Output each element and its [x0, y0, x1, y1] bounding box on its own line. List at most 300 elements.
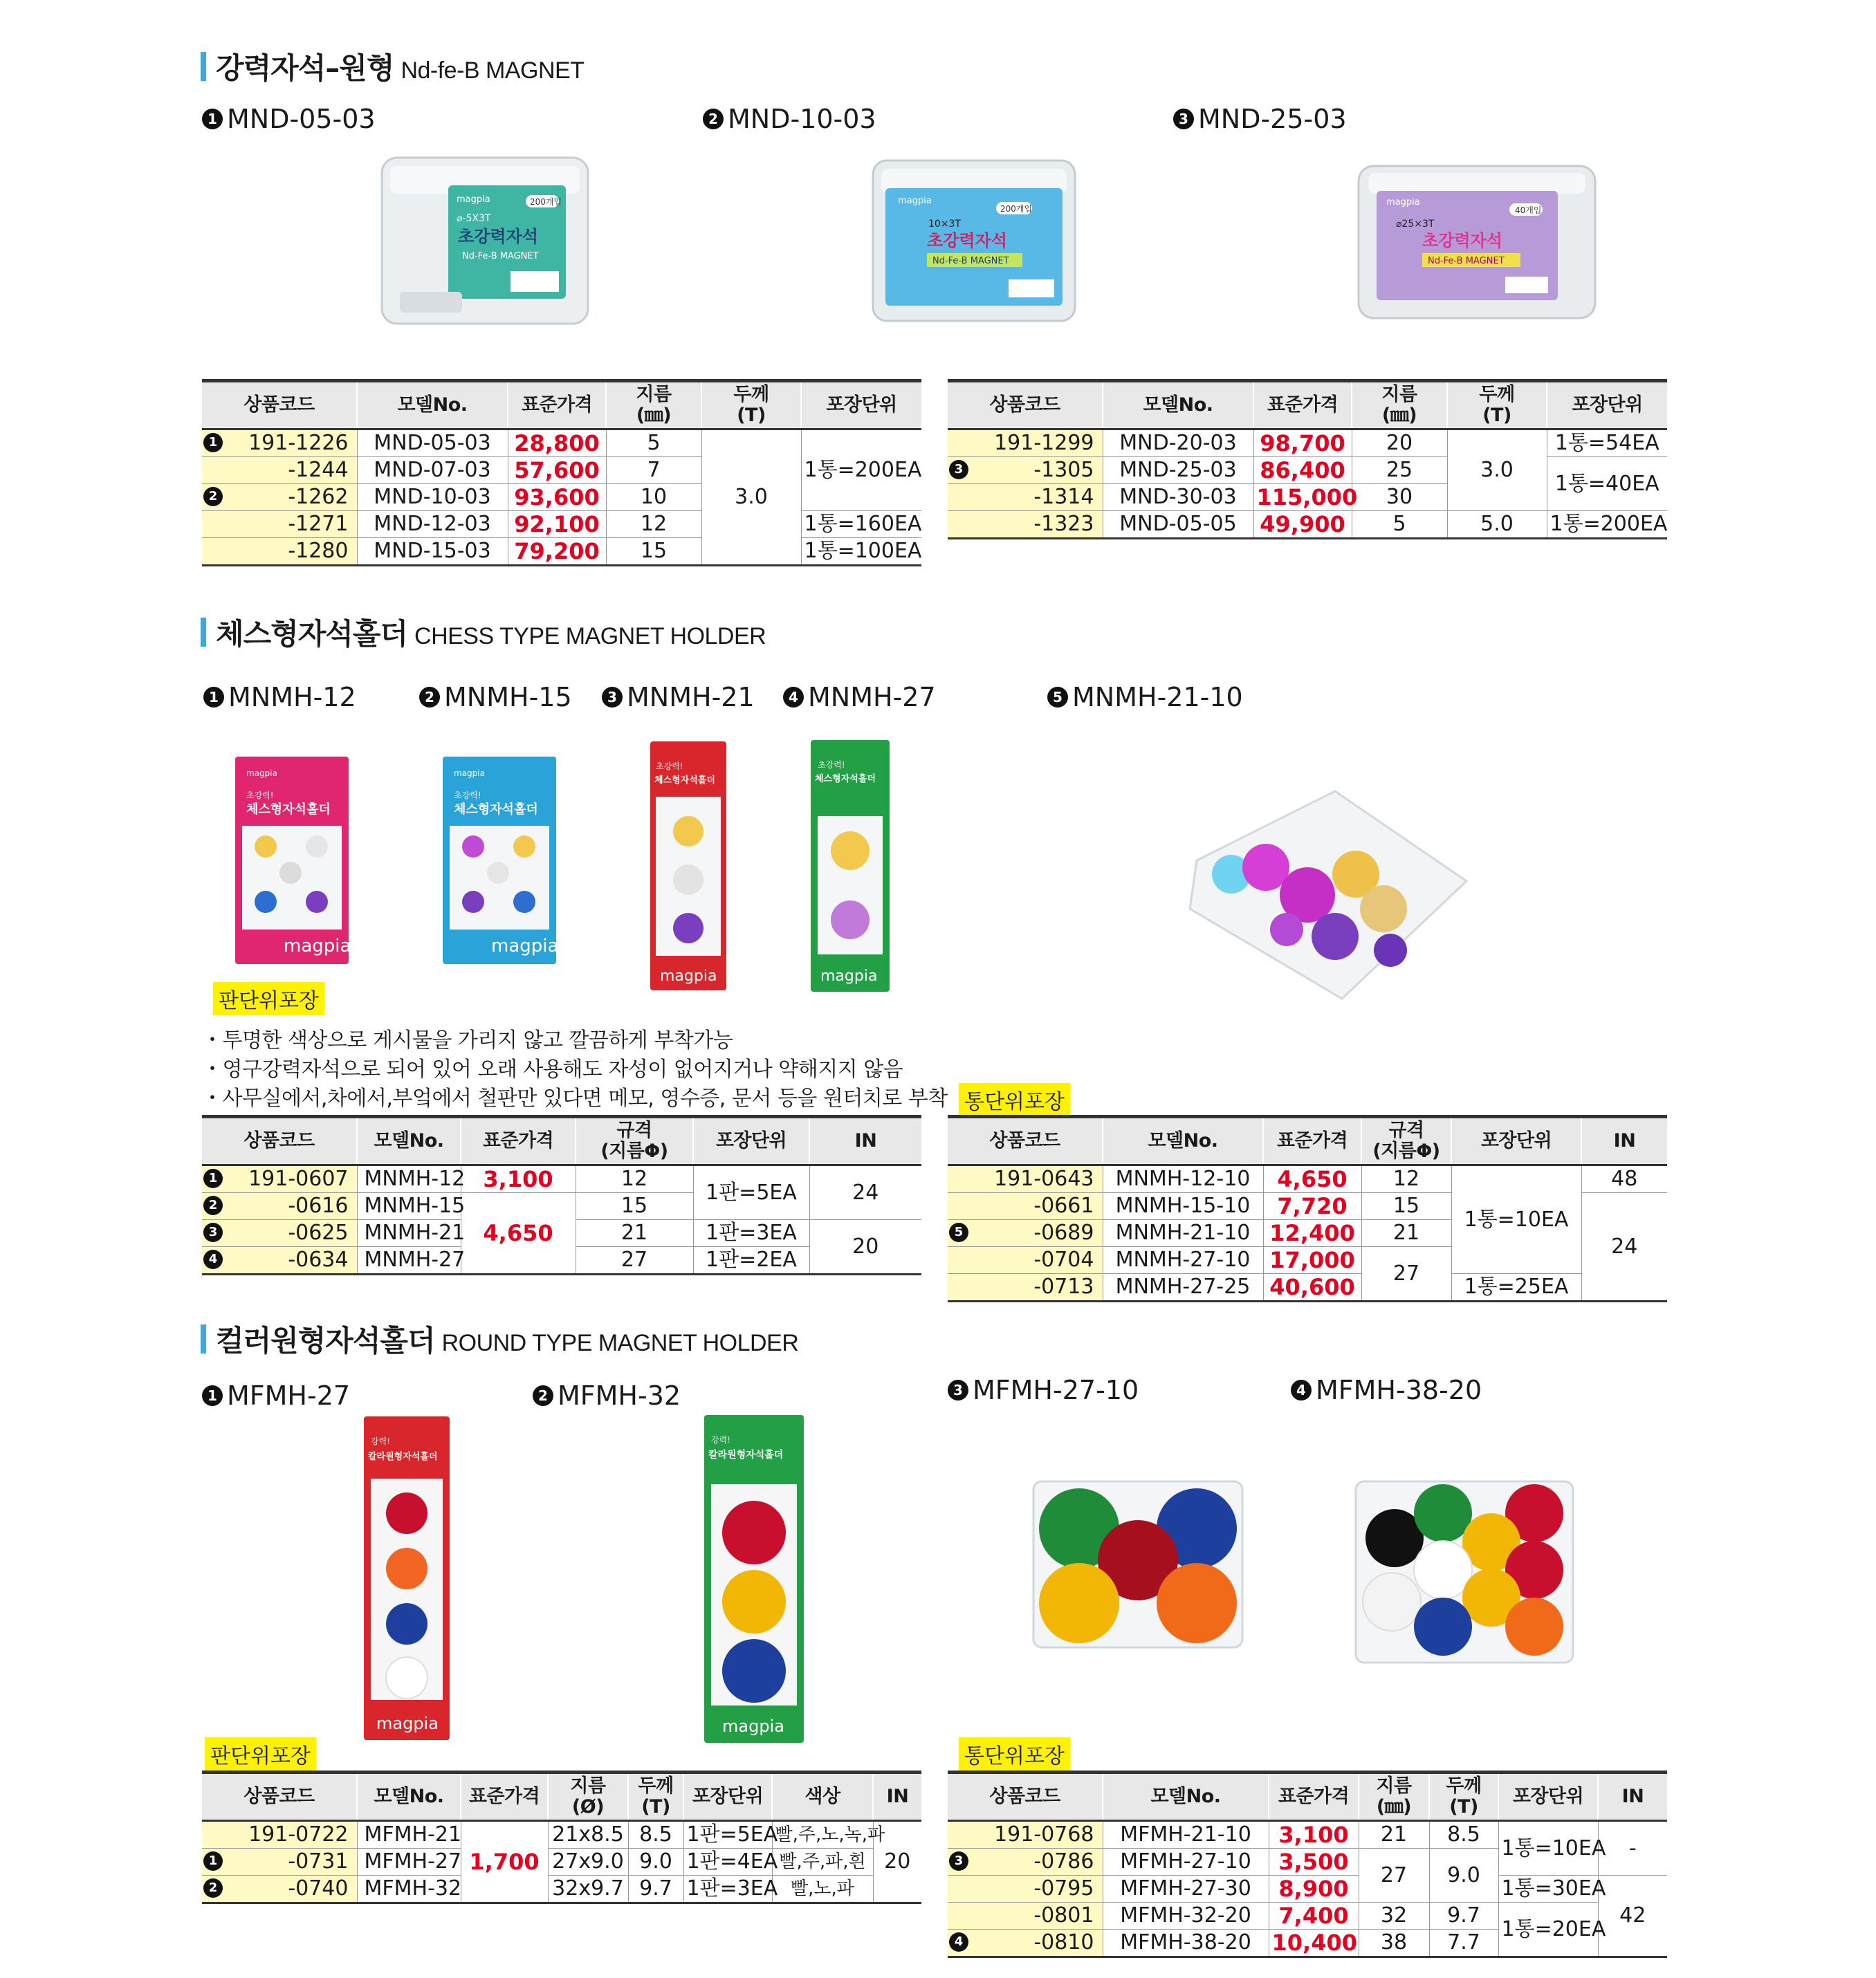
spec-table-neo-left	[202, 379, 921, 566]
text-value: 표준가격	[1263, 1117, 1361, 1165]
text-value: 191-0722	[202, 1821, 357, 1849]
table-cell	[202, 1193, 357, 1220]
text-value: 5	[949, 1223, 968, 1242]
text-value: 20	[809, 1220, 921, 1275]
box-size: 10×3T	[928, 219, 962, 230]
text-value: MND-05-05	[1103, 511, 1253, 539]
text-value: 25	[1352, 457, 1447, 484]
spec-table-chess-right	[948, 1115, 1667, 1302]
model-name: MND-10-03	[728, 104, 876, 134]
text-value: MFMH-32	[558, 1380, 681, 1411]
box-count: 200개입	[1000, 204, 1033, 214]
text-value: magpia	[246, 768, 277, 778]
text-value: 1통=25EA	[1451, 1274, 1581, 1302]
text-value: 10,400	[1269, 1930, 1359, 1957]
table-header-cell	[576, 1117, 693, 1165]
text-value: 1통=10EA	[1498, 1821, 1598, 1876]
table-row	[948, 1274, 1667, 1302]
text-value: MNMH-27	[808, 682, 936, 712]
text-value: 27	[1361, 1247, 1451, 1302]
table-cell	[202, 1876, 357, 1903]
text-value: 191-1299	[948, 429, 1103, 457]
number-badge: 2	[703, 109, 724, 129]
text-value: 1	[203, 1169, 223, 1188]
text-value: 모델No.	[357, 1773, 461, 1821]
text-value: (T)	[1482, 405, 1511, 426]
merged-pack: 1통=200EA	[801, 429, 921, 511]
text-value: 5	[1352, 511, 1447, 539]
text-value: 3,500	[1269, 1849, 1359, 1876]
header-model: 모델No.	[357, 381, 508, 429]
text-value: 빨,노,파	[772, 1876, 873, 1903]
text-value: 98,700	[1253, 429, 1352, 457]
text-value: 포장단위	[1498, 1773, 1598, 1821]
text-value: 3	[203, 1223, 223, 1242]
bullet-item: ・사무실에서,차에서,부엌에서 철판만 있다면 메모, 영수증, 문서 등을 원터치로 부착	[202, 1087, 948, 1111]
text-value: MFMH-21-10	[1103, 1821, 1269, 1849]
text-value: 57,600	[508, 457, 606, 484]
section-title-chess	[201, 611, 766, 653]
text-value: 9.0	[1429, 1849, 1498, 1903]
text-value: MND-12-03	[357, 511, 508, 538]
bullet-item: ・투명한 색상으로 게시물을 가리지 않고 깔끔하게 부착가능	[202, 1028, 733, 1053]
text-value: magpia	[454, 768, 485, 778]
text-value: 79,200	[508, 538, 606, 566]
text-value: -0810	[1033, 1930, 1094, 1954]
text-value: 21	[1359, 1821, 1429, 1849]
text-value: 9.7	[1429, 1903, 1498, 1930]
text-value: 모델No.	[1103, 381, 1253, 429]
text-value: 40,600	[1263, 1274, 1361, 1302]
text-value: magpia	[660, 968, 717, 985]
model-name: MND-25-03	[1198, 104, 1347, 134]
table-cell	[202, 429, 357, 457]
text-value: 10	[606, 484, 701, 511]
text-value: 1통=10EA	[1451, 1165, 1581, 1274]
feature-bullets	[202, 1026, 948, 1113]
box-title: 초강력자석	[458, 227, 538, 246]
text-value: magpia	[376, 1714, 439, 1733]
text-value: 48	[1581, 1165, 1667, 1193]
row-number-badge: 2	[203, 487, 223, 506]
text-value: MFMH-38-20	[1103, 1930, 1269, 1957]
product-label-2	[533, 1380, 681, 1411]
table-row	[202, 538, 921, 566]
table-row	[202, 1876, 921, 1903]
text-value: 12	[1361, 1165, 1451, 1193]
text-value: 1판=5EA	[683, 1821, 772, 1849]
text-value: 1판=5EA	[693, 1165, 809, 1220]
table-row	[948, 429, 1667, 457]
text-value: 12	[576, 1165, 693, 1193]
table-row	[202, 1821, 921, 1849]
text-value: 4	[949, 1932, 968, 1952]
header-thickness	[701, 381, 801, 429]
product-image-mnmh-12	[235, 757, 349, 964]
text-value: MND-20-03	[1103, 429, 1253, 457]
text-value: MND-25-03	[1103, 457, 1253, 484]
box-subtitle: Nd-Fe-B MAGNET	[462, 251, 539, 261]
text-value: 93,600	[508, 484, 606, 511]
text-value: 모델No.	[1103, 1117, 1263, 1165]
table-cell	[202, 1247, 357, 1275]
brand-text: magpia	[898, 196, 932, 206]
text-value: 1	[203, 687, 224, 708]
text-value: 2	[533, 1385, 553, 1406]
table-row	[202, 1165, 921, 1193]
table-cell	[202, 1165, 357, 1193]
text-value: 191-0607	[248, 1167, 349, 1191]
text-value: MNMH-27	[357, 1247, 461, 1275]
text-value: 191-1226	[248, 431, 349, 455]
text-value: 12,400	[1263, 1220, 1361, 1247]
text-value: 초강력!	[246, 791, 274, 800]
text-value: (㎜)	[636, 405, 672, 426]
text-value: (지름Φ)	[1372, 1140, 1440, 1162]
text-value: 9.7	[628, 1876, 683, 1903]
table-row	[948, 511, 1667, 539]
text-value: 체스형자석홀더	[454, 802, 538, 817]
table-row	[948, 1821, 1667, 1849]
product-image-mnd-25-03	[1356, 163, 1598, 321]
text-value: 5	[1047, 687, 1068, 708]
text-value: 지름	[570, 1775, 606, 1797]
text-value: (T)	[737, 405, 766, 426]
text-value: MNMH-27-25	[1103, 1274, 1263, 1302]
text-value: MNMH-12	[228, 682, 356, 712]
text-value: 5.0	[1447, 511, 1547, 539]
product-label-4	[783, 682, 936, 712]
text-value: 1,700	[461, 1821, 548, 1903]
text-value: IN	[873, 1773, 921, 1821]
title-accent-bar	[201, 1324, 206, 1353]
title-korean: 강력자석–원형	[216, 51, 394, 85]
title-english: Nd-fe-B MAGNET	[401, 57, 585, 84]
text-value: 규격	[1388, 1120, 1424, 1141]
product-label-5	[1047, 682, 1243, 712]
text-value: 115,000	[1253, 484, 1352, 511]
product-label-3	[948, 1375, 1139, 1405]
text-value: magpia	[491, 936, 559, 956]
text-value: 컬러원형자석홀더	[216, 1324, 435, 1358]
box-size: ⌀25×3T	[1396, 219, 1435, 230]
product-label-1	[202, 1380, 350, 1411]
text-value: 표준가격	[1253, 381, 1352, 429]
text-value: 15	[606, 538, 701, 566]
table-row	[202, 511, 921, 538]
text-value: 상품코드	[202, 1117, 357, 1165]
text-value: -1314	[948, 484, 1103, 511]
text-value: 21	[576, 1220, 693, 1247]
text-value: -0731	[288, 1849, 349, 1874]
table-header-cell	[628, 1773, 683, 1821]
text-value: 1판=3EA	[693, 1220, 809, 1247]
text-value: 9.0	[628, 1849, 683, 1876]
text-value: 8,900	[1269, 1876, 1359, 1903]
text-value: -0689	[1033, 1221, 1094, 1245]
text-value: 포장단위	[1451, 1117, 1581, 1165]
text-value: MNMH-21-10	[1072, 682, 1243, 712]
text-value: 1	[202, 1385, 223, 1406]
text-value: 1통=100EA	[801, 538, 921, 566]
text-value: 12	[606, 511, 701, 538]
text-value: 20	[1352, 429, 1447, 457]
section-title-round	[201, 1318, 798, 1360]
text-value: 49,900	[1253, 511, 1352, 539]
text-value: 5	[606, 429, 701, 457]
text-value: MND-07-03	[357, 457, 508, 484]
text-value: MFMH-21	[357, 1821, 461, 1849]
text-value: MNMH-15	[444, 682, 572, 712]
text-value: 1통=54EA	[1547, 429, 1667, 457]
text-value: 3	[949, 1851, 968, 1871]
row-number-badge: 3	[949, 460, 968, 479]
text-value: 86,400	[1253, 457, 1352, 484]
text-value: 3	[602, 687, 623, 708]
text-value: MNMH-21	[357, 1220, 461, 1247]
text-value: 4	[783, 687, 804, 708]
spec-table-neo-right	[948, 379, 1667, 539]
table-header-cell	[1359, 1773, 1429, 1821]
text-value: 2	[203, 1878, 223, 1898]
text-value: 포장단위	[693, 1117, 809, 1165]
text-value: (Ø)	[571, 1796, 605, 1818]
box-subtitle: Nd-Fe-B MAGNET	[932, 256, 1009, 266]
text-value: 두께	[1479, 384, 1515, 405]
text-value: -1305	[1033, 458, 1094, 482]
text-value: 상품코드	[948, 381, 1103, 429]
text-value: 상품코드	[948, 1773, 1103, 1821]
text-value: 표준가격	[461, 1117, 576, 1165]
product-image-mnmh-21-10	[1183, 777, 1473, 1013]
spec-table-chess-left	[202, 1115, 921, 1275]
text-value: 두께	[1446, 1775, 1482, 1797]
text-value: -1280	[202, 538, 357, 566]
spec-table-round-left	[202, 1771, 921, 1904]
text-value: 지름	[1376, 1775, 1412, 1797]
text-value: 7,720	[1263, 1193, 1361, 1220]
text-value: 포장단위	[1547, 381, 1667, 429]
text-value: 상품코드	[948, 1117, 1103, 1165]
text-value: 체스형자석홀더	[246, 802, 331, 817]
text-value: MNMH-15	[357, 1193, 461, 1220]
table-cell	[948, 1220, 1103, 1247]
text-value: 1통=200EA	[1547, 511, 1667, 539]
text-value: ROUND TYPE MAGNET HOLDER	[441, 1330, 799, 1356]
brand-text: magpia	[1386, 197, 1420, 207]
text-value: 4	[203, 1250, 223, 1269]
text-value: 191-0643	[948, 1165, 1103, 1193]
text-value: MNMH-15-10	[1103, 1193, 1263, 1220]
text-value: 2	[203, 1196, 223, 1215]
text-value: -0801	[948, 1903, 1103, 1930]
text-value: 3.0	[1447, 429, 1547, 511]
table-row	[948, 1903, 1667, 1930]
text-value: MNMH-12	[357, 1165, 461, 1193]
product-image-mfmh-27-10	[1031, 1479, 1245, 1650]
text-value: MFMH-27	[227, 1380, 351, 1411]
text-value: 3	[948, 1380, 968, 1401]
text-value: 두께	[638, 1775, 674, 1797]
product-label-4	[1291, 1375, 1482, 1405]
text-value: 체스형자석홀더	[216, 617, 408, 651]
text-value: MND-10-03	[357, 484, 508, 511]
box-count: 200개입	[530, 197, 562, 207]
text-value: 3,100	[461, 1165, 576, 1193]
product-image-mnmh-27	[811, 740, 890, 992]
text-value: 4	[1291, 1380, 1312, 1401]
text-value: -0795	[948, 1876, 1103, 1903]
box-subtitle: Nd-Fe-B MAGNET	[1428, 256, 1505, 266]
brand-text: magpia	[457, 194, 490, 205]
text-value: -	[1598, 1821, 1667, 1876]
text-value: -0786	[1033, 1849, 1094, 1874]
text-value: 빨,주,노,녹,파	[772, 1821, 873, 1849]
text-value: 38	[1359, 1930, 1429, 1957]
text-value: 1통=40EA	[1547, 457, 1667, 511]
text-value: 20	[873, 1821, 921, 1903]
text-value: 칼라원형자석홀더	[708, 1450, 784, 1461]
model-name: MND-05-03	[227, 104, 376, 134]
text-value: 2	[419, 687, 440, 708]
table-header-cell	[1429, 1773, 1498, 1821]
text-value: MFMH-38-20	[1316, 1375, 1482, 1405]
pack-label-tong: 통단위포장	[959, 1083, 1070, 1116]
box-title: 초강력자석	[927, 231, 1007, 250]
text-value: 17,000	[1263, 1247, 1361, 1274]
text-value: 1판=3EA	[683, 1876, 772, 1903]
text-value: 24	[809, 1165, 921, 1220]
text-value: 21x8.5	[548, 1821, 628, 1849]
merged-thickness: 3.0	[701, 429, 801, 566]
text-value: (㎜)	[1376, 1796, 1412, 1818]
text-value: 표준가격	[1269, 1773, 1359, 1821]
product-image-mnmh-15	[443, 757, 559, 964]
box-title: 초강력자석	[1422, 231, 1502, 250]
text-value: MND-30-03	[1103, 484, 1253, 511]
text-value: 모델No.	[1103, 1773, 1269, 1821]
table-row	[948, 1165, 1667, 1193]
spec-table-round-right	[948, 1771, 1667, 1958]
table-row	[948, 457, 1667, 484]
text-value: MFMH-27	[357, 1849, 461, 1876]
text-value: 191-0768	[948, 1821, 1103, 1849]
product-label-1	[202, 104, 376, 134]
header-price: 표준가격	[508, 381, 606, 429]
product-image-mnmh-21	[650, 741, 726, 990]
text-value: 42	[1598, 1876, 1667, 1957]
title-accent-bar	[201, 52, 206, 81]
text-value: 체스형자석홀더	[654, 775, 715, 786]
text-value: -0634	[288, 1248, 349, 1272]
text-value: 빨,주,파,흰	[772, 1849, 873, 1876]
text-value: -0704	[948, 1247, 1103, 1274]
product-image-mnd-10-03	[870, 158, 1078, 324]
text-value: 상품코드	[202, 1773, 357, 1821]
text-value: (㎜)	[1381, 405, 1417, 426]
text-value: -0713	[948, 1274, 1103, 1302]
title-accent-bar	[201, 618, 206, 647]
row-number-badge: 1	[203, 433, 223, 452]
text-value: 24	[1581, 1193, 1667, 1302]
text-value: -1262	[288, 485, 349, 509]
text-value: MND-15-03	[357, 538, 508, 566]
text-value: 통단위포장	[959, 1737, 1070, 1771]
table-header-cell	[1352, 381, 1447, 429]
text-value: 7	[606, 457, 701, 484]
text-value: 15	[576, 1193, 693, 1220]
text-value: -0740	[288, 1876, 349, 1901]
text-value: magpia	[820, 968, 878, 985]
text-value: 8.5	[1429, 1821, 1498, 1849]
text-value: (T)	[1449, 1796, 1478, 1818]
table-header-cell	[1361, 1117, 1451, 1165]
text-value: 판단위포장	[205, 1737, 316, 1771]
text-value: MNMH-27-10	[1103, 1247, 1263, 1274]
table-header-cell	[1447, 381, 1547, 429]
text-value: 1	[203, 1851, 223, 1871]
text-value: 27	[576, 1247, 693, 1275]
box-count: 40개입	[1515, 205, 1542, 215]
table-row	[948, 1876, 1667, 1903]
header-pack: 포장단위	[801, 381, 921, 429]
text-value: 27	[1359, 1849, 1429, 1903]
text-value: 두께	[733, 384, 769, 405]
text-value: (T)	[641, 1796, 670, 1818]
text-value: 강력!	[371, 1436, 390, 1446]
header-code: 상품코드	[202, 381, 357, 429]
bullet-item: ・영구강력자석으로 되어 있어 오래 사용해도 자성이 없어지거나 약해지지 않음	[202, 1057, 903, 1082]
text-value: CHESS TYPE MAGNET HOLDER	[414, 623, 766, 649]
text-value: -1271	[202, 511, 357, 538]
text-value: 7.7	[1429, 1930, 1498, 1957]
table-cell	[202, 1849, 357, 1876]
text-value: IN	[1581, 1117, 1667, 1165]
text-value: 체스형자석홀더	[815, 774, 876, 784]
text-value: 27x9.0	[548, 1849, 628, 1876]
table-cell	[948, 1930, 1103, 1957]
text-value: 표준가격	[461, 1773, 548, 1821]
text-value: magpia	[284, 936, 351, 956]
section-title-neodymium	[201, 46, 584, 87]
product-image-mnd-05-03	[379, 154, 591, 328]
text-value: 1통=20EA	[1498, 1903, 1598, 1957]
box-size: ⌀-5X3T	[457, 213, 491, 224]
text-value: MNMH-12-10	[1103, 1165, 1263, 1193]
text-value: MFMH-32	[357, 1876, 461, 1903]
table-row	[202, 1849, 921, 1876]
product-image-mfmh-32	[704, 1415, 804, 1743]
text-value: 1판=2EA	[693, 1247, 809, 1275]
text-value: 3,100	[1269, 1821, 1359, 1849]
product-label-1	[203, 682, 356, 712]
table-cell	[948, 457, 1103, 484]
product-label-2	[419, 682, 572, 712]
text-value: -0625	[288, 1221, 349, 1245]
text-value: 초강력!	[656, 761, 683, 771]
text-value: MNMH-21-10	[1103, 1220, 1263, 1247]
text-value: -0661	[948, 1193, 1103, 1220]
product-image-mfmh-27	[364, 1416, 450, 1740]
text-value: 초강력!	[818, 760, 845, 770]
text-value: 4,650	[461, 1193, 576, 1275]
number-badge: 1	[202, 109, 223, 129]
text-value: 30	[1352, 484, 1447, 511]
text-value: MFMH-27-10	[973, 1375, 1139, 1405]
header-diameter	[606, 381, 701, 429]
text-value: 8.5	[628, 1821, 683, 1849]
text-value: MNMH-21	[627, 682, 755, 712]
